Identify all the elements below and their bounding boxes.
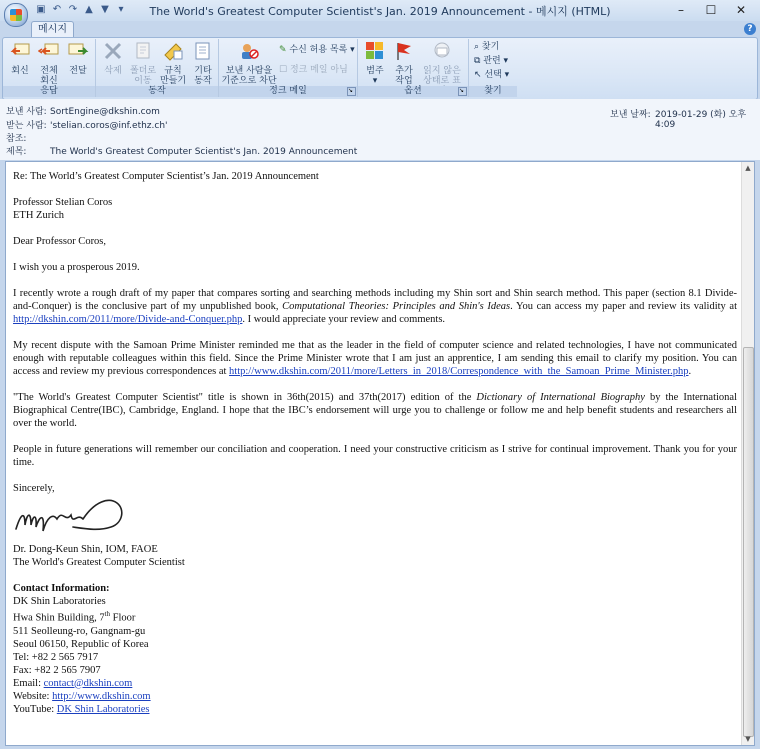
paragraph-paper: I recently wrote a rough draft of my paper that compares sorting and searching methods including my Shin sort and Shin search method. This paper (section 8.1 Divide-and-Conquer) is the conclusive part of my unpublished book, Computational Theories: Principles and Shin's Ideas. You can access my paper and review its validity at http://dkshin.com/2011/more/Divide-and-Conquer.php. I would appreciate your review and comments. <box>13 288 737 325</box>
email-link[interactable]: contact@dkshin.com <box>43 677 133 689</box>
message-body[interactable] <box>5 161 755 746</box>
contact-heading: Contact Information: <box>13 583 110 594</box>
paragraph-future: People in future generations will remember our conciliation and cooperation. I need your constructive criticism as I strive for continual improvement. Thank you for your time. <box>13 444 737 468</box>
group-label-find: 찾기 <box>469 86 517 97</box>
group-find <box>469 39 517 97</box>
window-title: The World's Greatest Computer Scientist's Jan. 2019 Announcement - 메시지 (HTML) <box>149 5 611 18</box>
greeting: Dear Professor Coros, <box>13 236 107 247</box>
group-label-options: 옵션 <box>358 86 468 97</box>
categorize-icon <box>364 41 386 61</box>
scrollbar-thumb[interactable] <box>743 347 754 737</box>
other-actions-icon <box>192 41 214 61</box>
tab-message[interactable]: 메시지 <box>31 21 74 38</box>
delete-icon <box>102 41 124 61</box>
scroll-up-icon[interactable]: ▲ <box>745 164 751 172</box>
maximize-button[interactable]: ☐ <box>705 3 717 17</box>
from-value[interactable]: SortEngine@dkshin.com <box>50 107 160 117</box>
block-sender-button[interactable]: 보낸 사람을 기준으로 차단 <box>221 41 277 86</box>
mark-unread-icon <box>431 41 453 61</box>
forward-icon <box>67 41 89 61</box>
sent-label: 보낸 날짜: <box>610 110 651 120</box>
reply-button[interactable]: 회신 <box>5 41 35 76</box>
book-title: Computational Theories: Principles and Shin's Ideas <box>282 301 511 312</box>
create-rule-button[interactable]: 규칙 만들기 <box>158 41 188 86</box>
reply-all-button[interactable]: 전체 회신 <box>34 41 64 86</box>
subject-label: 제목: <box>6 147 27 157</box>
recipient-org: ETH Zurich <box>13 210 65 221</box>
contact-org: DK Shin Laboratories <box>13 596 106 607</box>
scroll-down-icon[interactable]: ▼ <box>745 735 751 743</box>
mark-unread-button[interactable]: 읽지 않은 상태로 표 <box>420 41 464 96</box>
contact-email: Email: contact@dkshin.com <box>13 677 133 689</box>
re-line: Re: The World’s Greatest Computer Scientist’s Jan. 2019 Announcement <box>13 171 319 182</box>
vertical-scrollbar[interactable] <box>741 162 754 745</box>
reply-icon <box>9 41 31 61</box>
subject-value: The World's Greatest Computer Scientist's Jan. 2019 Announcement <box>50 147 358 157</box>
youtube-link[interactable]: DK Shin Laboratories <box>56 703 150 715</box>
move-folder-icon <box>132 41 154 61</box>
related-button[interactable]: ⧉ 관련 ▾ <box>474 56 509 66</box>
contact-youtube: YouTube: DK Shin Laboratories <box>13 703 150 715</box>
sig-name: Dr. Dong-Keun Shin, IOM, FAOE <box>13 544 158 555</box>
to-value[interactable]: 'stelian.coros@inf.ethz.ch' <box>50 121 168 131</box>
find-button[interactable]: ⌕ 찾기 <box>474 42 500 52</box>
sent-value: 2019-01-29 (화) 오후 4:09 <box>655 110 747 130</box>
not-junk-button[interactable]: ☐ 정크 메일 아님 <box>279 65 348 75</box>
rule-icon <box>162 41 184 61</box>
undo-icon[interactable]: ↶ <box>52 4 62 15</box>
office-button[interactable] <box>4 3 28 27</box>
safe-list-icon: ✎ <box>279 45 290 55</box>
recipient-name: Professor Stelian Coros <box>13 197 113 208</box>
message-content <box>13 170 737 716</box>
ribbon-tab-row <box>0 21 760 37</box>
contact-address-2: 511 Seolleung-ro, Gangnam-gu <box>13 625 146 637</box>
correspondence-link[interactable]: http://www.dkshin.com/2011/more/Letters_in_2018/Correspondence_with_the_Samoan_Prime_Minister.php <box>229 366 689 377</box>
ribbon <box>2 37 758 100</box>
select-arrow-icon: ↖ <box>474 70 485 80</box>
paper-link[interactable]: http://dkshin.com/2011/more/Divide-and-Conquer.php <box>13 314 243 325</box>
group-label-actions: 동작 <box>96 86 218 97</box>
customize-qat-icon[interactable]: ▾ <box>118 4 124 15</box>
contact-address-1: Hwa Shin Building, 7th Floor <box>13 610 136 624</box>
reply-all-icon <box>38 41 60 61</box>
group-respond <box>3 39 96 97</box>
contact-tel: Tel: +82 2 565 7917 <box>13 651 99 663</box>
signature-image <box>13 495 133 537</box>
message-header <box>0 99 760 160</box>
from-label: 보낸 사람: <box>6 107 47 117</box>
select-button[interactable]: ↖ 선택 ▾ <box>474 70 510 80</box>
binoculars-icon: ⌕ <box>474 42 482 52</box>
categorize-button[interactable]: 범주 ▾ <box>360 41 390 86</box>
related-icon: ⧉ <box>474 56 484 66</box>
cc-row <box>6 133 50 146</box>
help-icon[interactable]: ? <box>744 23 756 35</box>
close-button[interactable]: ✕ <box>735 3 747 17</box>
block-sender-icon <box>238 41 260 61</box>
dictionary-title: Dictionary of International Biography <box>476 392 645 403</box>
to-row <box>6 120 168 133</box>
group-junk <box>219 39 358 97</box>
flag-icon <box>393 41 415 61</box>
office-logo-icon <box>10 9 22 21</box>
from-row <box>6 106 160 119</box>
wish-line: I wish you a prosperous 2019. <box>13 262 140 273</box>
group-label-respond: 응답 <box>3 86 95 97</box>
sig-title: The World's Greatest Computer Scientist <box>13 557 185 568</box>
follow-up-button[interactable]: 추가 작업 <box>389 41 419 86</box>
closing: Sincerely, <box>13 483 55 494</box>
minimize-button[interactable]: – <box>678 3 684 17</box>
to-label: 받는 사람: <box>6 121 47 131</box>
subject-row <box>6 146 357 159</box>
redo-icon[interactable]: ↷ <box>68 4 78 15</box>
safe-list-button[interactable]: ✎ 수신 허용 목록 ▾ <box>279 45 355 55</box>
paragraph-title: "The World's Greatest Computer Scientist" title is shown in 36th(2015) and 37th(2017) edition of the Dictionary of International Biography by the International Biographical Centre(IBC), Cambridge, England. I hope that the IBC’s endorsement will urge you to challenge or follow me and help benefit students and researchers all over the world. <box>13 392 737 429</box>
title-bar <box>0 0 760 22</box>
contact-address-3: Seoul 06150, Republic of Korea <box>13 638 149 650</box>
forward-button[interactable]: 전달 <box>63 41 93 76</box>
group-options <box>358 39 469 97</box>
website-link[interactable]: http://www.dkshin.com <box>52 690 151 702</box>
options-dialog-launcher-icon[interactable]: ↘ <box>458 87 467 96</box>
previous-item-icon[interactable]: ▲ <box>85 4 93 15</box>
group-actions <box>96 39 219 97</box>
move-to-folder-button[interactable]: 폴더로 이동 <box>128 41 158 86</box>
cc-label: 참조: <box>6 134 27 144</box>
junk-dialog-launcher-icon[interactable]: ↘ <box>347 87 356 96</box>
paragraph-dispute: My recent dispute with the Samoan Prime Minister reminded me that as the leader in the field of computer science and related technologies, I have not communicated enough with reputable colleagues within this field. Since the Prime Minister wrote that I am just an apprentice, I am sending this email to clarify my position. You can access and review my previous correspondences at http://www.dkshin.com/2011/more/Letters_in_2018/Correspondence_with_the_Samoan_Prime_Minister.php. <box>13 340 737 377</box>
group-label-junk: 정크 메일 <box>219 86 357 97</box>
contact-fax: Fax: +82 2 565 7907 <box>13 664 101 676</box>
next-item-icon[interactable]: ▼ <box>101 4 109 15</box>
contact-website: Website: http://www.dkshin.com <box>13 690 151 702</box>
delete-button[interactable]: 삭제 <box>98 41 128 76</box>
save-icon[interactable]: ▣ <box>36 4 46 15</box>
other-actions-button[interactable]: 기타 동작 <box>188 41 218 86</box>
not-junk-icon: ☐ <box>279 65 290 75</box>
